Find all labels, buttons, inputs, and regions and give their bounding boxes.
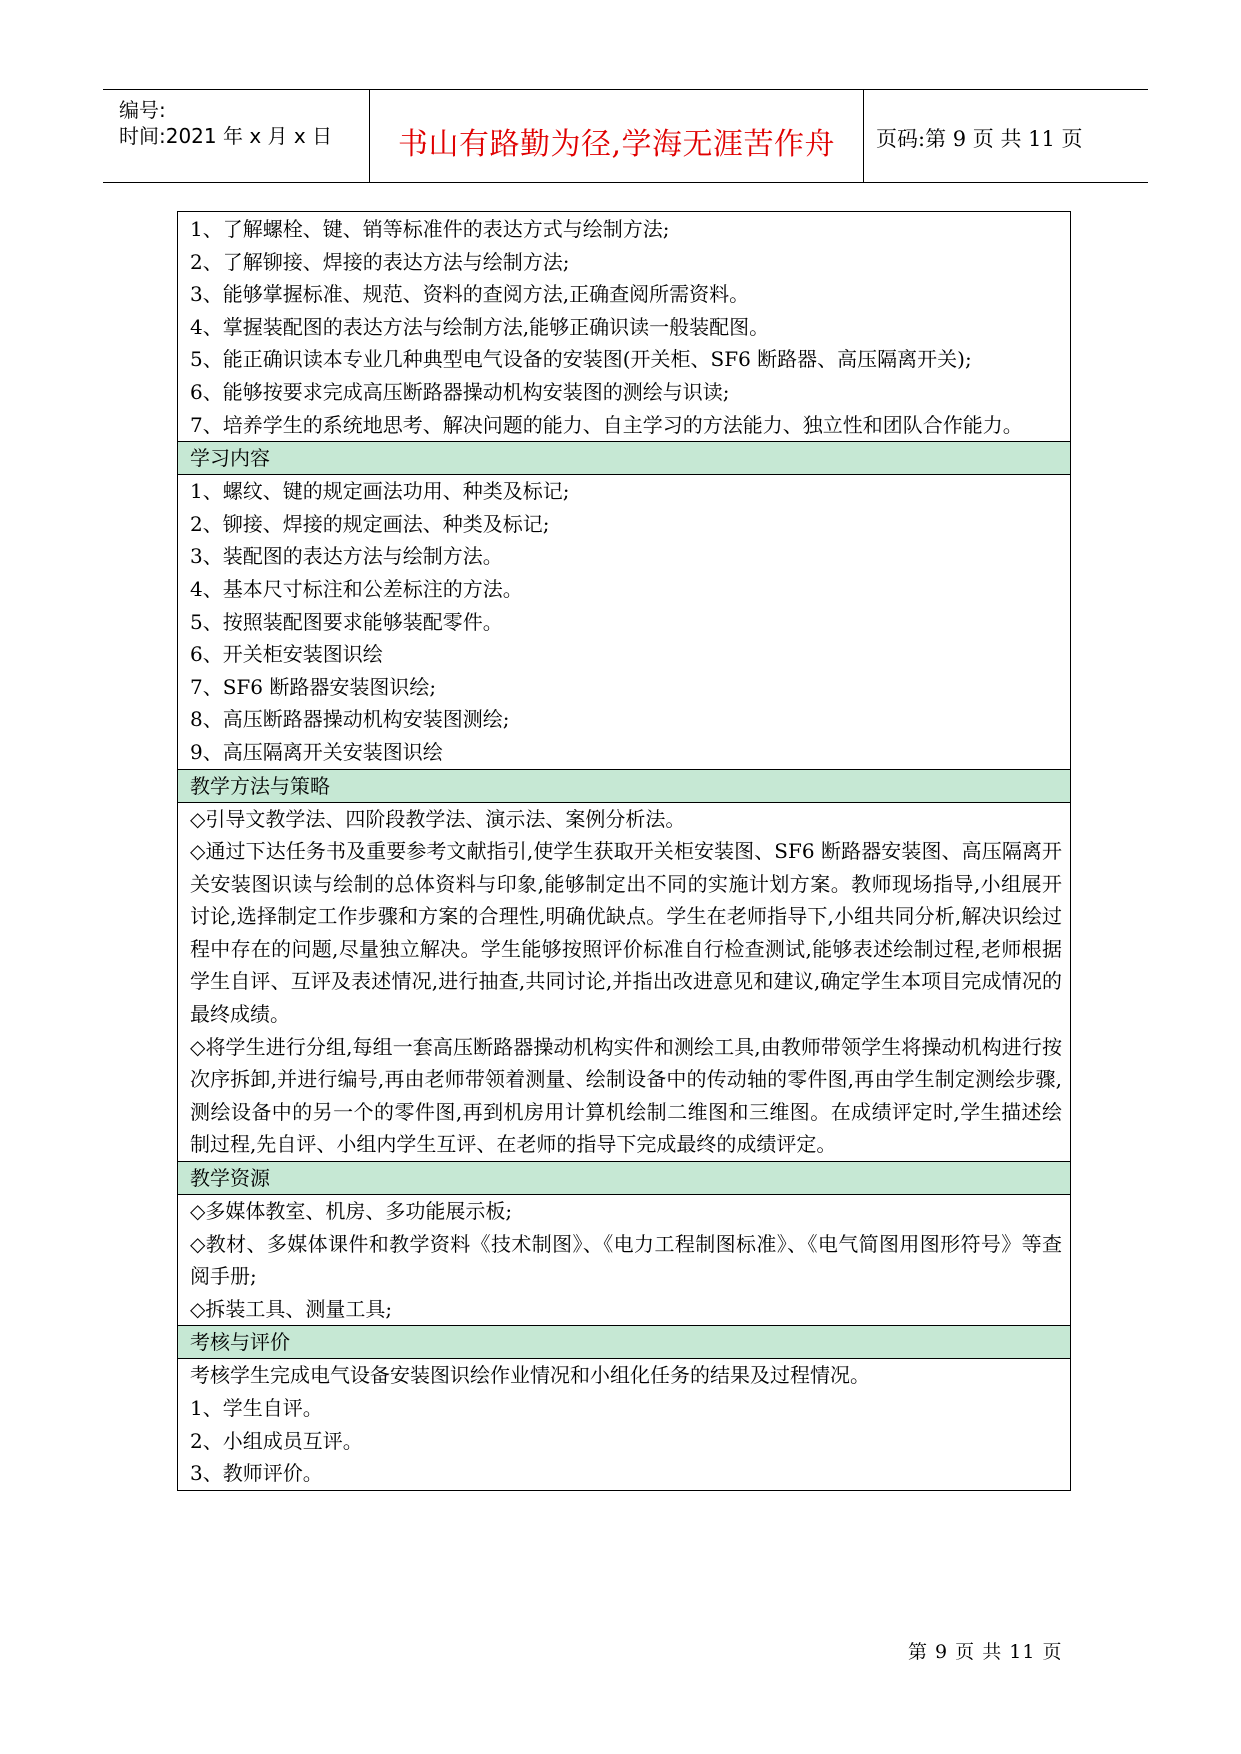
section-header-assessment: 考核与评价 (178, 1325, 1070, 1359)
objective-item: 6、能够按要求完成高压断路器操动机构安装图的测绘与识读; (190, 379, 730, 404)
header-motto: 书山有路勤为径,学海无涯苦作舟 (397, 127, 836, 162)
content-item: 3、装配图的表达方法与绘制方法。 (190, 544, 503, 569)
assessment-item: 3、教师评价。 (190, 1461, 323, 1486)
section-header-resources: 教学资源 (178, 1161, 1070, 1195)
resource-item: ◇教材、多媒体课件和教学资料《技术制图》、《电力工程制图标准》、《电气简图用图形符号》等查阅手册; (190, 1231, 1062, 1289)
course-table (177, 211, 1071, 1491)
objective-item: 5、能正确识读本专业几种典型电气设备的安装图(开关柜、SF6 断路器、高压隔离开关); (190, 347, 972, 372)
objective-item: 7、培养学生的系统地思考、解决问题的能力、自主学习的方法能力、独立性和团队合作能力。 (190, 412, 1023, 437)
content-item: 4、基本尺寸标注和公差标注的方法。 (190, 576, 523, 601)
content-item: 9、高压隔离开关安装图识绘 (190, 739, 443, 764)
header-info-cell (103, 90, 370, 182)
method-item: ◇将学生进行分组,每组一套高压断路器操动机构实件和测绘工具,由教师带领学生将操动机构进行按次序拆卸,并进行编号,再由老师带领着测量、绘制设备中的传动轴的零件图,再由学生制定测绘步骤,测绘设备中的另一个的零件图,再到机房用计算机绘制二维图和三维图。在成绩评定时,学生描述绘制过程,先自评、小组内学生互评、在老师的指导下完成最终的成绩评定。 (190, 1034, 1062, 1157)
section-header-method: 教学方法与策略 (178, 769, 1070, 803)
assessment-item: 2、小组成员互评。 (190, 1428, 363, 1453)
objective-item: 1、了解螺栓、键、销等标准件的表达方式与绘制方法; (190, 217, 670, 241)
document-time-label: 时间:2021 年 x 月 x 日 (119, 124, 333, 148)
resources-body (178, 1195, 1070, 1325)
resource-item: ◇拆装工具、测量工具; (190, 1296, 393, 1321)
resource-item: ◇多媒体教室、机房、多功能展示板; (190, 1199, 513, 1224)
header-page-number: 页码:第 9 页 共 11 页 (876, 127, 1083, 151)
objective-item: 2、了解铆接、焊接的表达方法与绘制方法; (190, 249, 570, 274)
content-item: 1、螺纹、键的规定画法功用、种类及标记; (190, 479, 570, 504)
objectives-body (178, 212, 1070, 441)
content-item: 7、SF6 断路器安装图识绘; (190, 674, 437, 699)
method-body (178, 803, 1070, 1162)
page-footer-number: 第 9 页 共 11 页 (908, 1641, 1063, 1663)
header-motto-cell (370, 90, 864, 182)
section-header-content: 学习内容 (178, 441, 1070, 475)
objective-item: 3、能够掌握标准、规范、资料的查阅方法,正确查阅所需资料。 (190, 282, 750, 307)
assessment-body (178, 1359, 1070, 1489)
content-item: 2、铆接、焊接的规定画法、种类及标记; (190, 511, 550, 536)
assessment-item: 1、学生自评。 (190, 1396, 323, 1420)
content-body (178, 475, 1070, 768)
content-item: 6、开关柜安装图识绘 (190, 642, 383, 667)
content-item: 8、高压断路器操动机构安装图测绘; (190, 707, 510, 732)
assessment-item: 考核学生完成电气设备安装图识绘作业情况和小组化任务的结果及过程情况。 (190, 1363, 870, 1388)
page-header (103, 89, 1148, 183)
method-item: ◇通过下达任务书及重要参考文献指引,使学生获取开关柜安装图、SF6 断路器安装图、高压隔离开关安装图识读与绘制的总体资料与印象,能够制定出不同的实施计划方案。教师现场指导,小组展开讨论,选择制定工作步骤和方案的合理性,明确优缺点。学生在老师指导下,小组共同分析,解决识绘过程中存在的问题,尽量独立解决。学生能够按照评价标准自行检查测试,能够表述绘制过程,老师根据学生自评、互评及表述情况,进行抽查,共同讨论,并指出改进意见和建议,确定学生本项目完成情况的最终成绩。 (190, 839, 1062, 1027)
header-page-cell (864, 90, 1148, 182)
content-item: 5、按照装配图要求能够装配零件。 (190, 609, 503, 634)
document-number-label: 编号: (119, 98, 166, 122)
objective-item: 4、掌握装配图的表达方法与绘制方法,能够正确识读一般装配图。 (190, 314, 770, 339)
method-item: ◇引导文教学法、四阶段教学法、演示法、案例分析法。 (190, 806, 686, 831)
